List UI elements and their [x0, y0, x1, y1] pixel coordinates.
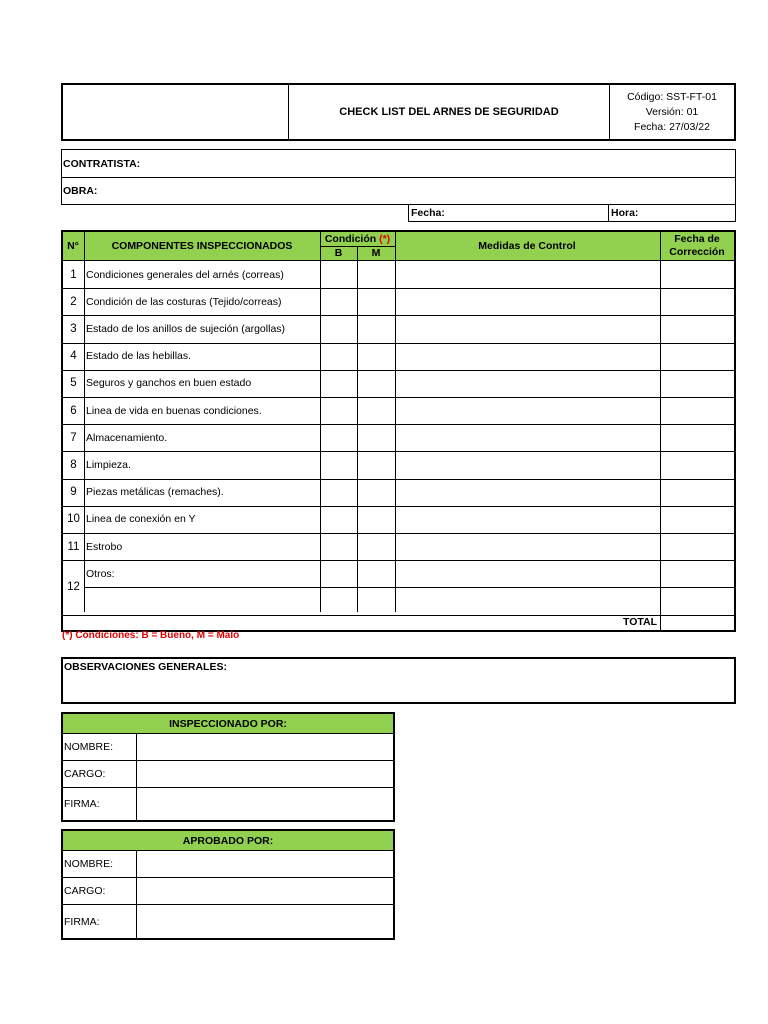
aprobado-box: [61, 829, 395, 940]
row-number: 2: [70, 295, 77, 308]
table-row: [63, 343, 734, 370]
row-cell-b[interactable]: [320, 424, 357, 451]
row-cell-fecha[interactable]: [660, 288, 734, 315]
table-row: [63, 370, 734, 397]
row-component: Linea de vida en buenas condiciones.: [86, 404, 262, 417]
inspeccionado-firma-label: FIRMA:: [64, 798, 100, 810]
row-cell-m[interactable]: [357, 506, 395, 533]
row-number: 7: [70, 431, 77, 444]
inspeccionado-cargo-label: CARGO:: [64, 768, 106, 780]
row-cell-m[interactable]: [357, 424, 395, 451]
fecha-correccion-line1: Fecha de: [674, 233, 720, 245]
row-component: Seguros y ganchos en buen estado: [86, 377, 252, 390]
row-cell-m[interactable]: [357, 533, 395, 560]
row-cell-b[interactable]: [320, 397, 357, 424]
inspeccionado-box: [61, 712, 395, 822]
row-number: 4: [70, 350, 77, 363]
row-cell-medidas[interactable]: [395, 343, 660, 370]
fecha-hora-row: [408, 204, 736, 222]
table-row: [63, 397, 734, 424]
col-header-condicion: [320, 232, 395, 246]
fecha-correccion-line2: Corrección: [669, 246, 725, 258]
obra-label: OBRA:: [63, 185, 98, 197]
row-cell-b[interactable]: [320, 315, 357, 342]
row-divider: [84, 587, 734, 588]
row-cell-medidas[interactable]: [395, 370, 660, 397]
row-cell-b[interactable]: [320, 261, 357, 288]
row-cell-fecha[interactable]: [660, 315, 734, 342]
row-cell-b[interactable]: [320, 370, 357, 397]
aprobado-cargo-label: CARGO:: [64, 885, 106, 897]
table-row: [63, 451, 734, 478]
aprobado-title: APROBADO POR:: [63, 831, 393, 850]
condicion-mark: (*): [379, 233, 391, 245]
row-cell-medidas[interactable]: [395, 424, 660, 451]
aprobado-cargo-field[interactable]: [137, 878, 393, 904]
table-row: [63, 424, 734, 451]
row-number: 8: [70, 458, 77, 471]
row-cell-m[interactable]: [357, 343, 395, 370]
col-header-no: N°: [67, 240, 79, 252]
row-number: 5: [70, 377, 77, 390]
row-cell-m[interactable]: [357, 397, 395, 424]
row-cell-m[interactable]: [357, 315, 395, 342]
table-row: [63, 315, 734, 342]
aprobado-firma-field[interactable]: [137, 905, 393, 938]
row-cell-fecha[interactable]: [660, 479, 734, 506]
contratista-label: CONTRATISTA:: [63, 157, 141, 170]
row-component: Estado de las hebillas.: [86, 350, 192, 363]
document-meta: [609, 85, 734, 139]
row-component: Piezas metálicas (remaches).: [86, 486, 224, 499]
row-cell-medidas[interactable]: [395, 397, 660, 424]
conditions-legend: (*) Condiciones: B = Bueno, M = Malo: [62, 630, 240, 641]
row-component: Estado de los anillos de sujeción (argollas): [86, 322, 286, 335]
row-number: 6: [70, 404, 77, 417]
row-cell-b[interactable]: [320, 533, 357, 560]
inspeccionado-nombre-label: NOMBRE:: [64, 741, 114, 753]
row-number: 11: [67, 540, 80, 553]
document-header: [61, 83, 736, 141]
row-cell-b[interactable]: [320, 343, 357, 370]
table-row: [63, 288, 734, 315]
row-cell-fecha[interactable]: [660, 533, 734, 560]
col-header-m: M: [371, 247, 381, 259]
document-code: Código: SST-FT-01: [627, 91, 717, 103]
hora-label: Hora:: [611, 207, 639, 219]
observaciones-box: [61, 657, 736, 704]
row-component: Condición de las costuras (Tejido/correas): [86, 295, 282, 308]
row-cell-m[interactable]: [357, 451, 395, 478]
row-cell-fecha[interactable]: [660, 397, 734, 424]
row-cell-fecha[interactable]: [660, 506, 734, 533]
inspeccionado-cargo-field[interactable]: [137, 761, 393, 787]
col-header-medidas: Medidas de Control: [478, 240, 576, 252]
row-component: Condiciones generales del arnés (correas): [86, 268, 284, 281]
row-component: Limpieza.: [86, 458, 131, 471]
logo-area: [63, 85, 289, 139]
row-component: Estrobo: [86, 540, 123, 553]
condicion-label: Condición: [324, 233, 377, 245]
col-header-b: B: [334, 247, 343, 259]
row-component: Otros:: [86, 567, 115, 580]
inspeccionado-nombre-field[interactable]: [137, 734, 393, 760]
row-cell-m[interactable]: [357, 288, 395, 315]
observaciones-label: OBSERVACIONES GENERALES:: [64, 661, 227, 673]
row-component: Almacenamiento.: [86, 431, 168, 444]
row-number: 3: [70, 322, 77, 335]
row-cell-medidas[interactable]: [395, 533, 660, 560]
inspeccionado-title: INSPECCIONADO POR:: [63, 714, 393, 733]
row-cell-b[interactable]: [320, 451, 357, 478]
document-version: Versión: 01: [645, 106, 699, 118]
row-cell-fecha[interactable]: [660, 451, 734, 478]
row-cell-medidas[interactable]: [395, 261, 660, 288]
aprobado-nombre-field[interactable]: [137, 851, 393, 877]
row-cell-fecha[interactable]: [660, 261, 734, 288]
table-row: [63, 533, 734, 560]
row-cell-b[interactable]: [320, 288, 357, 315]
row-cell-b[interactable]: [320, 506, 357, 533]
row-cell-fecha[interactable]: [660, 424, 734, 451]
fecha-label: Fecha:: [411, 207, 445, 219]
row-cell-medidas[interactable]: [395, 315, 660, 342]
row-component: Linea de conexión en Y: [86, 513, 196, 526]
row-cell-m[interactable]: [357, 479, 395, 506]
total-divider: [660, 612, 661, 630]
row-cell-medidas[interactable]: [395, 451, 660, 478]
row-number: 9: [70, 486, 77, 499]
table-row: [63, 506, 734, 533]
inspeccionado-firma-field[interactable]: [137, 788, 393, 820]
checklist-table: [61, 230, 736, 632]
table-row: [63, 261, 734, 288]
aprobado-nombre-label: NOMBRE:: [64, 858, 114, 870]
row-cell-fecha[interactable]: [660, 370, 734, 397]
document-title: CHECK LIST DEL ARNES DE SEGURIDAD: [339, 106, 559, 118]
row-cell-m[interactable]: [357, 261, 395, 288]
col-header-fecha-correccion: [660, 232, 734, 260]
row-cell-fecha[interactable]: [660, 343, 734, 370]
row-cell-m[interactable]: [357, 370, 395, 397]
row-number: 10: [67, 513, 80, 526]
row-number: 1: [70, 268, 77, 281]
aprobado-firma-label: FIRMA:: [64, 915, 100, 928]
row-number: 12: [67, 581, 80, 594]
table-row: [63, 479, 734, 506]
contratista-obra-box: [61, 149, 736, 205]
total-label: TOTAL: [623, 616, 658, 628]
row-cell-medidas[interactable]: [395, 479, 660, 506]
row-cell-b[interactable]: [320, 479, 357, 506]
document-date: Fecha: 27/03/22: [634, 121, 710, 133]
col-header-componentes: COMPONENTES INSPECCIONADOS: [111, 240, 293, 252]
row-cell-medidas[interactable]: [395, 506, 660, 533]
row-cell-medidas[interactable]: [395, 288, 660, 315]
